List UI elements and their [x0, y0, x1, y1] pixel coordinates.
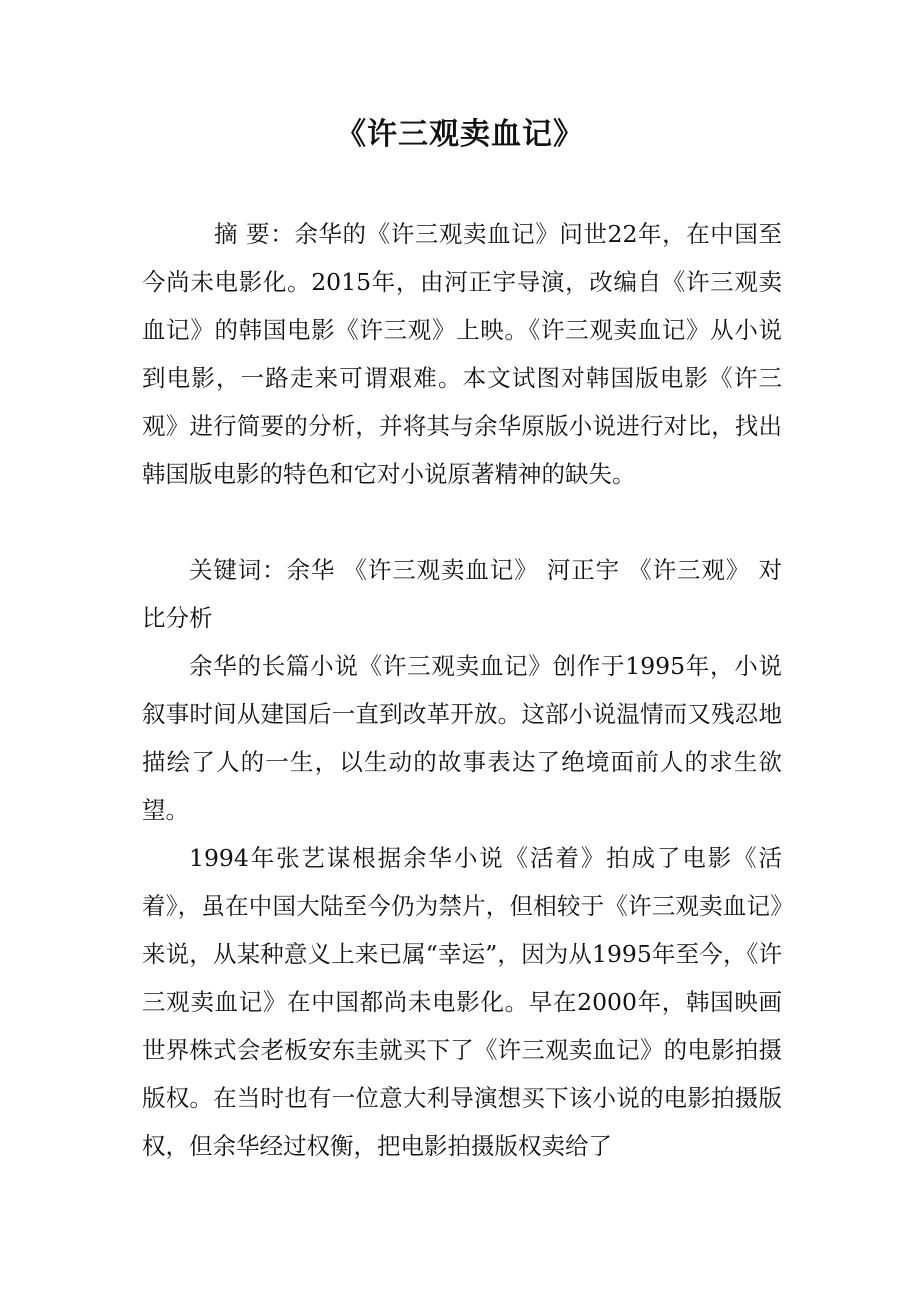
abstract-paragraph: 摘 要：余华的《许三观卖血记》问世22年，在中国至今尚未电影化。2015年，由河正宇导演，改编自《许三观卖血记》的韩国电影《许三观》上映。《许三观卖血记》从小说到电影，一路走来可谓艰难。本文试图对韩国版电影《许三观》进行简要的分析，并将其与余华原版小说进行对比，找出韩国版电影的特色和它对小说原著精神的缺失。	[142, 220, 782, 488]
document-title: 《许三观卖血记》	[336, 117, 584, 152]
body-paragraph-2: 1994年张艺谋根据余华小说《活着》拍成了电影《活着》，虽在中国大陆至今仍为禁片，但相较于《许三观卖血记》来说，从某种意义上来已属“幸运”，因为从1995年至今，《许三观卖血记》在中国都尚未电影化。早在2000年，韩国映画世界株式会老板安东圭就买下了《许三观卖血记》的电影拍摄版权。在当时也有一位意大利导演想买下该小说的电影拍摄版权，但余华经过权衡，把电影拍摄版权卖给了	[142, 844, 782, 1160]
body-paragraph-1: 余华的长篇小说《许三观卖血记》创作于1995年，小说叙事时间从建国后一直到改革开放。这部小说温情而又残忍地描绘了人的一生，以生动的故事表达了绝境面前人的求生欲望。	[142, 652, 782, 824]
keywords-paragraph: 关键词：余华 《许三观卖血记》 河正宇 《许三观》 对比分析	[142, 556, 782, 632]
